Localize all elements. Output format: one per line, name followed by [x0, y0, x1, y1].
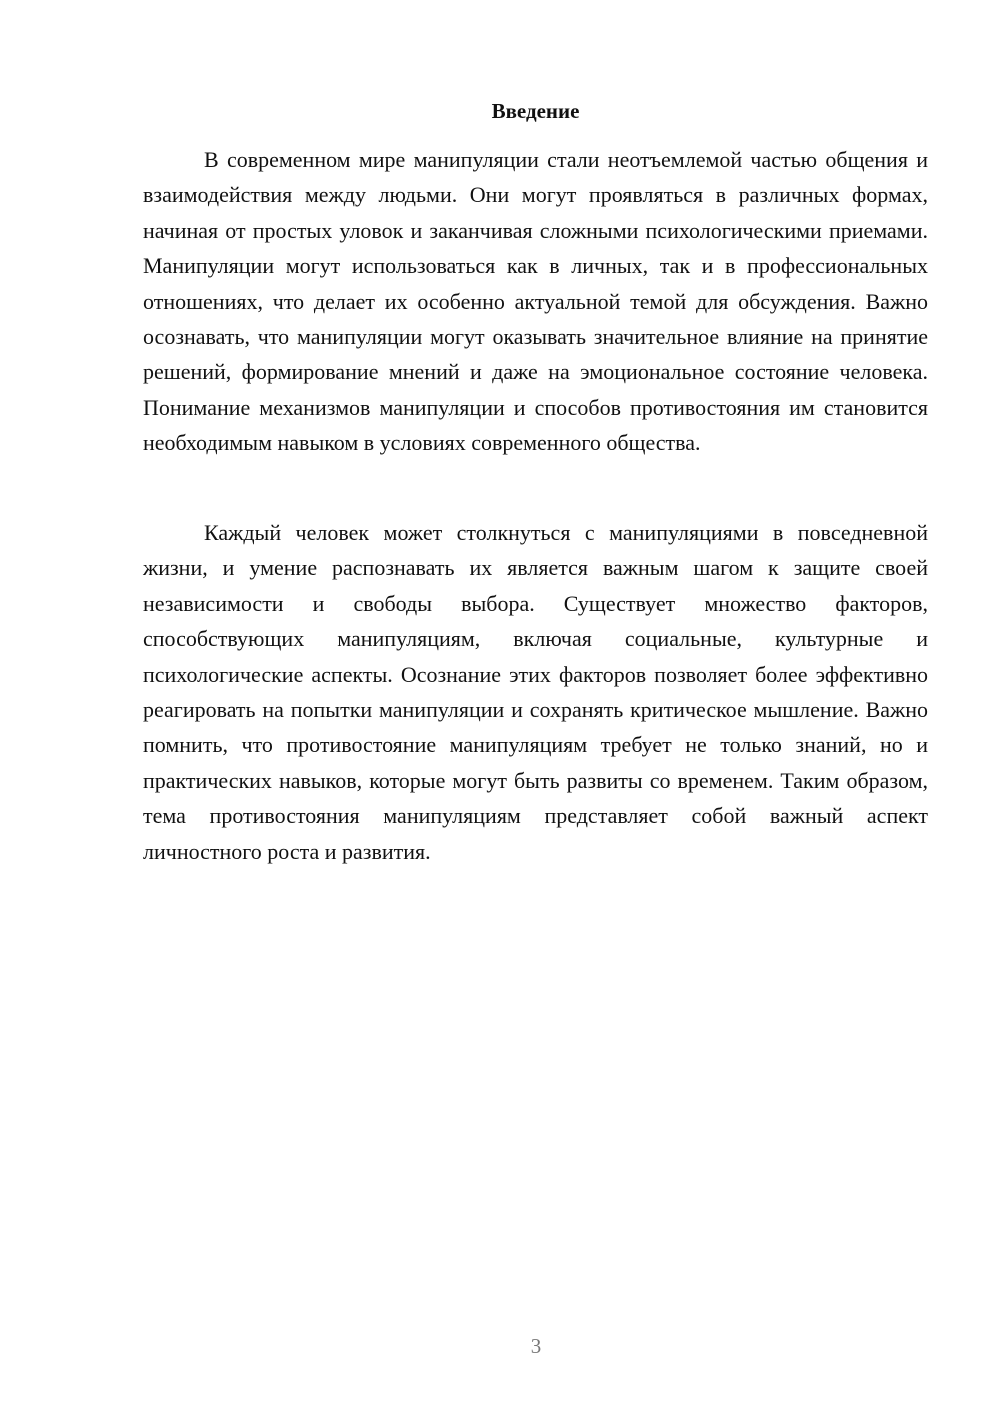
page-number: 3 [530, 1334, 542, 1358]
paragraph-second: Каждый человек может столкнуться с манипуляциями в повседневной жизни, и умение распознавать их является важным шагом к защите своей независимости и свободы выбора. Существует множество факторов, способствующих манипуляциям, включая социальные, культурные и психологические аспекты. Осознание этих факторов позволяет более эффективно реагировать на попытки манипуляции и сохранять критическое мышление. Важно помнить, что противостояние манипуляциям требует не только знаний, но и практических навыков, которые могут быть развиты со временем. Таким образом, тема противостояния манипуляциям представляет собой важный аспект личностного роста и развития. [143, 520, 928, 864]
section-heading: Введение [491, 99, 580, 123]
paragraph-intro: В современном мире манипуляции стали неотъемлемой частью общения и взаимодействия между людьми. Они могут проявляться в различных формах, начиная от простых уловок и заканчивая сложными психологическими приемами. Манипуляции могут использоваться как в личных, так и в профессиональных отношениях, что делает их особенно актуальной темой для обсуждения. Важно осознавать, что манипуляции могут оказывать значительное влияние на принятие решений, формирование мнений и даже на эмоциональное состояние человека. Понимание механизмов манипуляции и способов противостояния им становится необходимым навыком в условиях современного общества. [143, 147, 928, 456]
